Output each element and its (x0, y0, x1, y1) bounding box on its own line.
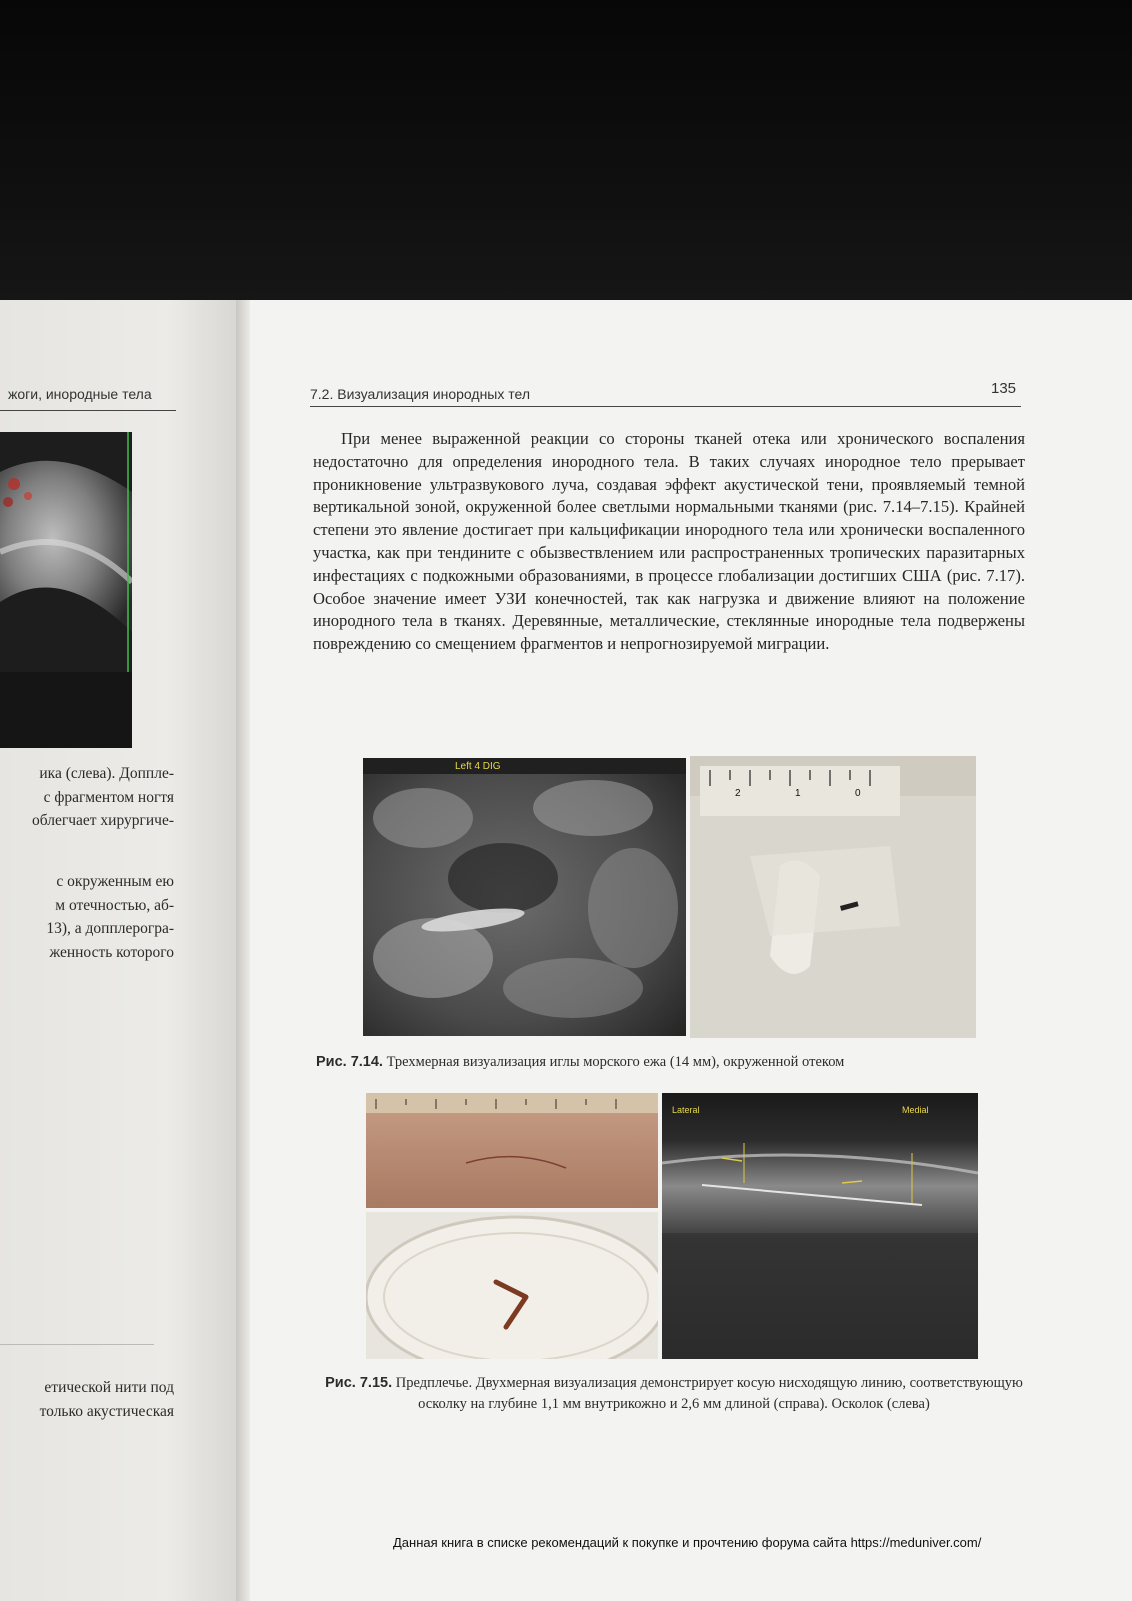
fig-7-15-label-lateral: Lateral (672, 1105, 700, 1115)
left-caption-line: облегчает хирургиче- (31, 812, 174, 829)
page-number: 135 (991, 380, 1017, 397)
running-head: 7.2. Визуализация инородных тел (310, 386, 530, 402)
fig-7-15-label-medial: Medial (902, 1105, 929, 1115)
scanner-dark-band (0, 0, 1132, 304)
left-text-line: с окруженным ею (56, 873, 174, 890)
fig-7-14-photo (690, 756, 976, 1038)
left-head-rule (0, 410, 176, 411)
body-paragraph: При менее выраженной реакции со стороны тканей отека или хронического воспаления недостаточно для определения инородного тела. В таких случаях инородное тело прерывает проникновение ультразвукового луча, создавая эффект акустической тени, проявляемый темной вертикальной зоной, окруженной более светлыми нормальными тканями (рис. 7.14–7.15). Крайней степени это явление достигает при кальцификации инородного тела или хронически воспаленного участка, как при тендините с обызвествлением или распространенных тропических паразитарных инфестациях с подкожными образованиями, в процессе глобализации достигших США (рис. 7.17). Особое значение имеет УЗИ конечностей, так как нагрузка и движение влияют на положение инородного тела в тканях. Деревянные, металлические, стеклянные инородные тела подвержены повреждению со смещением фрагментов и непрогнозируемой миграции. (313, 429, 1025, 654)
left-caption (0, 762, 174, 833)
left-running-head: жоги, инородные тела (8, 386, 152, 402)
fig-7-14-ruler-number: 1 (795, 788, 801, 799)
right-page (250, 300, 1132, 1601)
fig-7-14-ultrasound (363, 758, 686, 1036)
fig-7-14-us-label: Left 4 DIG (455, 761, 501, 772)
left-bottom-line: только акустическая (39, 1402, 174, 1420)
left-text-line: 13), а допплерогра- (46, 920, 174, 937)
left-caption-line: ика (слева). Доппле- (39, 765, 174, 782)
fig-7-14-caption-label: Рис. 7.14. (316, 1054, 383, 1070)
fig-7-15-caption-text: Предплечье. Двухмерная визуализация демонстрирует косую нисходящую линию, соответствующую осколку на глубине 1,1 мм внутрикожно и 2,6 мм длиной (справа). Осколок (слева) (395, 1375, 1023, 1412)
left-caption-line: с фрагментом ногтя (43, 788, 174, 806)
left-ultrasound-image (0, 432, 132, 748)
fig-7-15-skin-photo (366, 1093, 658, 1208)
fig-7-14-caption (316, 1052, 1056, 1073)
left-figure-edge (0, 1344, 154, 1345)
left-text-line: м отечностью, аб- (55, 896, 174, 914)
footer-note: Данная книга в списке рекомендаций к покупке и прочтению форума сайта https://meduniver.com/ (393, 1535, 982, 1550)
fig-7-15-ultrasound (662, 1093, 978, 1359)
left-bottom-text (0, 1376, 174, 1423)
left-text-line: женность которого (49, 943, 174, 961)
fig-7-14-caption-text: Трехмерная визуализация иглы морского ежа (14 мм), окруженной отеком (386, 1054, 845, 1070)
fig-7-15-caption-label: Рис. 7.15. (325, 1375, 393, 1391)
fig-7-15-caption (318, 1373, 1030, 1415)
left-bottom-line: етической нити под (44, 1379, 174, 1396)
fig-7-14-ruler-number: 2 (735, 788, 741, 799)
fig-7-14-ruler-number: 0 (855, 788, 861, 799)
left-page (0, 300, 240, 1601)
head-rule (310, 406, 1021, 407)
left-body-text (0, 870, 174, 964)
fig-7-15-splinter-photo (366, 1212, 658, 1359)
